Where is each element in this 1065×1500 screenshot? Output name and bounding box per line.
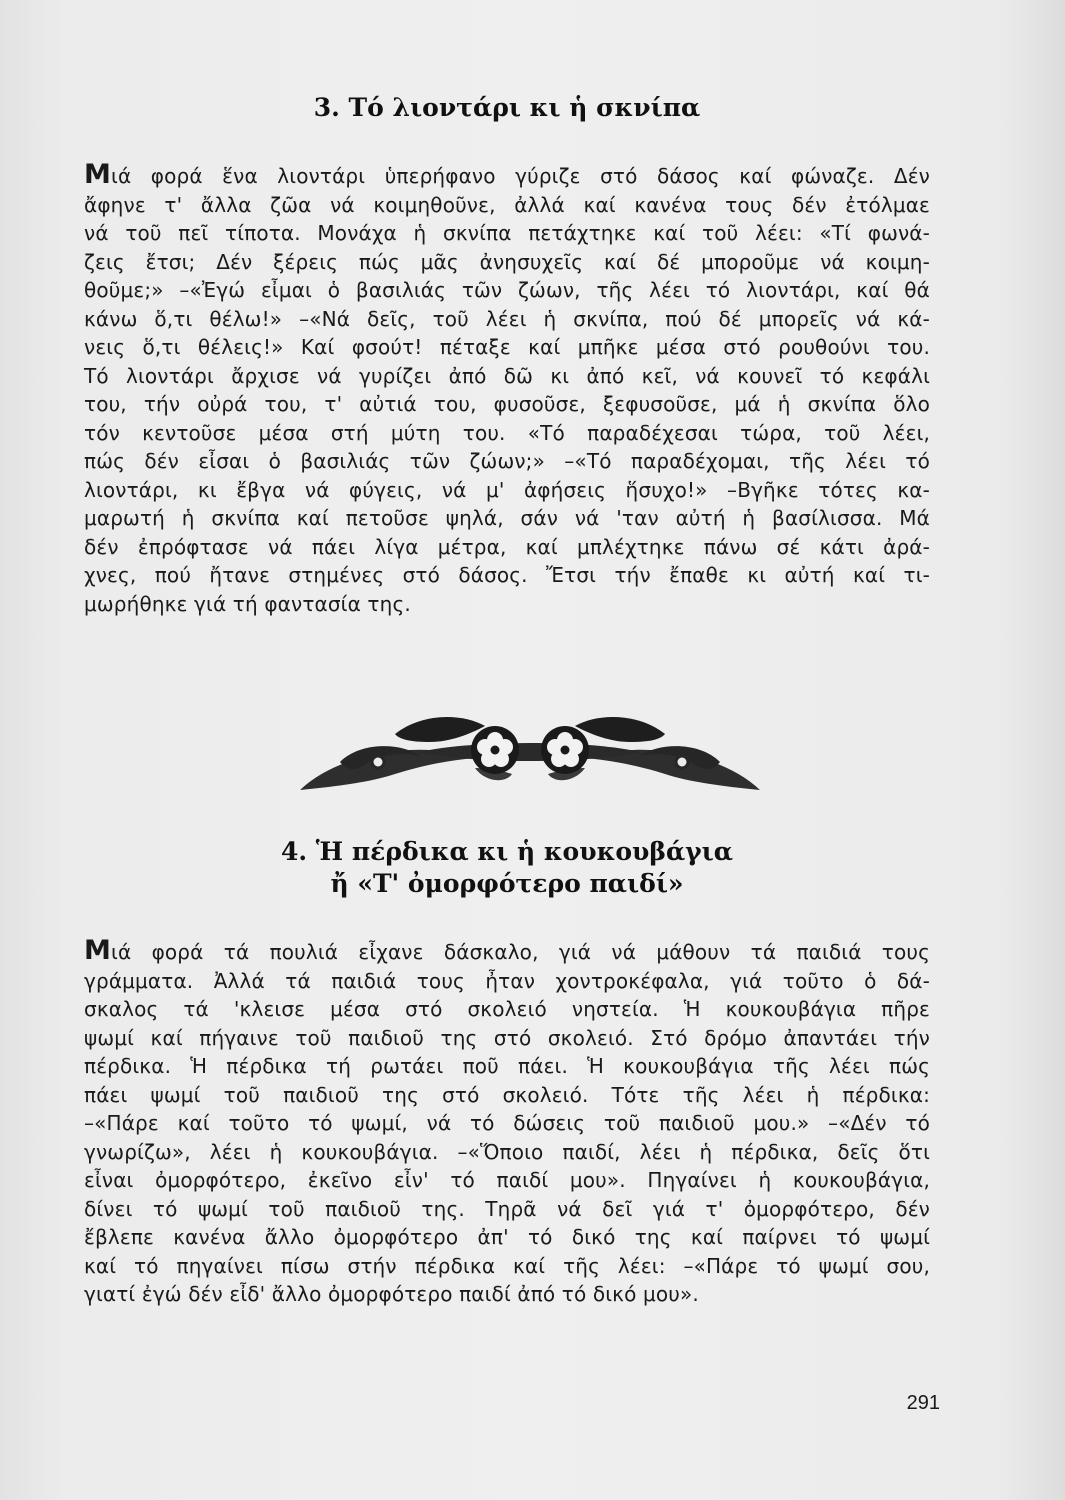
story-4-body [84, 935, 930, 1309]
text-line: –«Πάρε καί τοῦτο τό ψωμί, νά τό δώσεις τοῦ παιδιοῦ μου.» –«Δέν τό [84, 1111, 930, 1135]
text-line: νά τοῦ πεῖ τίποτα. Μονάχα ἡ σκνίπα πετάχτηκε καί τοῦ λέει: «Τί φωνά- [84, 221, 930, 245]
text-line: εἶναι ὀμορφότερο, ἐκεῖνο εἶν' τό παιδί μου». Πηγαίνει ἡ κουκουβάγια, [84, 1168, 930, 1192]
story-4-title [84, 836, 930, 900]
text-line: γιατί ἐγώ δέν εἶδ' ἄλλο ὀμορφότερο παιδί ἀπό τό δικό μου». [84, 1282, 699, 1306]
text-line: χνες, πού ἤτανε στημένες στό δάσος. Ἔτσι τήν ἔπαθε κι αὐτή καί τι- [84, 563, 930, 587]
text-line: δίνει τό ψωμί τοῦ παιδιοῦ της. Τηρᾶ νά δεῖ γιά τ' ὀμορφότερο, δέν [84, 1196, 930, 1221]
text-line: γράμματα. Ἀλλά τά παιδιά τους ἦταν χοντροκέφαλα, γιά τοῦτο ὁ δά- [84, 968, 930, 993]
text-line: πάει ψωμί τοῦ παιδιοῦ της στό σκολειό. Τότε τῆς λέει ἡ πέρδικα: [84, 1082, 930, 1107]
text-line: πέρδικα. Ἡ πέρδικα τή ρωτάει ποῦ πάει. Ἡ κουκουβάγια τῆς λέει πώς [84, 1054, 930, 1078]
story-3-title [84, 92, 930, 124]
text-line: ἔβλεπε κανένα ἄλλο ὀμορφότερο ἀπ' τό δικό της καί παίρνει τό ψωμί [84, 1225, 930, 1249]
story-3-body [84, 159, 930, 618]
drop-initial: Μ [84, 159, 112, 190]
text-line: Τό λιοντάρι ἄρχισε νά γυρίζει ἀπό δῶ κι ἀπό κεῖ, νά κουνεῖ τό κεφάλι [84, 363, 930, 388]
story-3-title-text: 3. Τό λιοντάρι κι ἡ σκνίπα [313, 93, 701, 122]
text-line: Μιά φορά τά πουλιά εἶχανε δάσκαλο, γιά νά μάθουν τά παιδιά τους [84, 935, 930, 966]
story-4-title-line-2: ἤ «Τ' ὀμορφότερο παιδί» [330, 869, 684, 898]
story-3 [84, 92, 930, 618]
text-line: γνωρίζω», λέει ἡ κουκουβάγια. –«Ὅποιο παιδί, λέει ἡ πέρδικα, δεῖς ὅτι [84, 1139, 930, 1164]
text-line: Μιά φορά ἕνα λιοντάρι ὑπερήφανο γύριζε στό δάσος καί φώναζε. Δέν [84, 159, 930, 190]
text-line: του, τήν οὐρά του, τ' αὐτιά του, φυσοῦσε, ξεφυσοῦσε, μά ἡ σκνίπα ὅλο [84, 392, 930, 416]
text-line: κάνω ὅ,τι θέλω!» –«Νά δεῖς, τοῦ λέει ἡ σκνίπα, πού δέ μπορεῖς νά κά- [84, 306, 930, 331]
text-line: θοῦμε;» –«Ἐγώ εἶμαι ὁ βασιλιάς τῶν ζώων, τῆς λέει τό λιοντάρι, καί θά [84, 278, 930, 302]
text-line: λιοντάρι, κι ἔβγα νά φύγεις, νά μ' ἀφήσεις ἥσυχο!» –Βγῆκε τότες κα- [84, 477, 930, 502]
text-line: τόν κεντοῦσε μέσα στή μύτη του. «Τό παραδέχεσαι τώρα, τοῦ λέει, [84, 420, 930, 445]
story-4 [84, 836, 930, 1309]
drop-initial: Μ [84, 935, 112, 966]
text-line: σκαλος τά 'κλεισε μέσα στό σκολειό νηστεία. Ἡ κουκουβάγια πῆρε [84, 997, 930, 1021]
text-line: μωρήθηκε γιά τή φαντασία της. [84, 591, 411, 616]
text-line: ψωμί καί πήγαινε τοῦ παιδιοῦ της στό σκολειό. Στό δρόμο ἀπαντάει τήν [84, 1025, 930, 1050]
text-line: νεις ὅ,τι θέλεις!» Καί φσούτ! πέταξε καί μπῆκε μέσα στό ρουθούνι του. [84, 335, 930, 359]
text-line: ζεις ἔτσι; Δέν ξέρεις πώς μᾶς ἀνησυχεῖς καί δέ μποροῦμε νά κοιμη- [84, 249, 930, 274]
text-line: ἄφηνε τ' ἄλλα ζῶα νά κοιμηθοῦνε, ἀλλά καί κανένα τους δέν ἐτόλμαε [84, 192, 930, 217]
story-4-title-line-1: 4. Ἡ πέρδικα κι ἡ κουκουβάγια [280, 837, 734, 866]
text-line: πώς δέν εἶσαι ὁ βασιλιάς τῶν ζώων;» –«Τό παραδέχομαι, τῆς λέει τό [84, 449, 930, 473]
page-number: 291 [906, 1392, 940, 1414]
text-line: δέν ἐπρόφτασε νά πάει λίγα μέτρα, καί μπλέχτηκε πάνω σέ κάτι ἀρά- [84, 534, 930, 559]
floral-ornament-icon [300, 712, 760, 790]
text-line: καί τό πηγαίνει πίσω στήν πέρδικα καί τῆς λέει: –«Πάρε τό ψωμί σου, [84, 1253, 930, 1278]
text-line: μαρωτή ἡ σκνίπα καί πετοῦσε ψηλά, σάν νά 'ταν αὐτή ἡ βασίλισσα. Μά [84, 506, 930, 530]
